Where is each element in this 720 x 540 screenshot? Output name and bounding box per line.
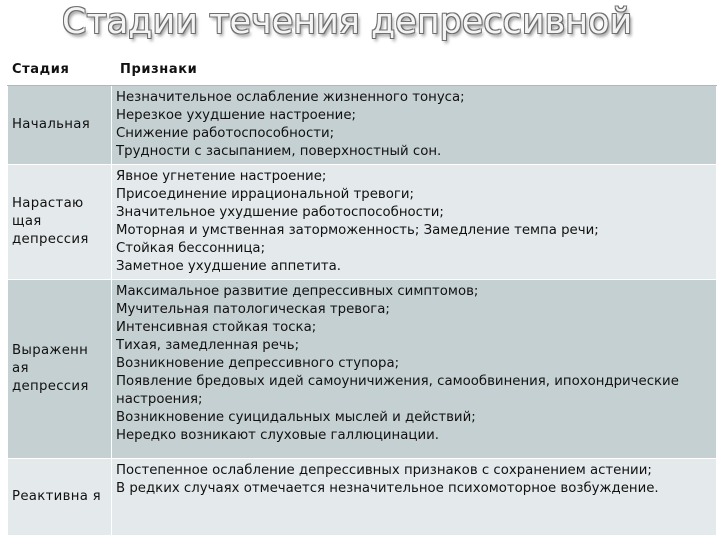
sign-item: Заметное ухудшение аппетита. [116, 259, 341, 274]
stage-cell [8, 165, 112, 280]
sign-item: Стойкая бессонница; [116, 241, 266, 256]
sign-item: Незначительное ослабление жизненного тонуса; [116, 90, 465, 105]
table-row [8, 459, 717, 536]
column-header-stage: Стадия [8, 55, 112, 86]
stage-label: Начальная [12, 117, 91, 132]
sign-item: Постепенное ослабление депрессивных признаков с сохранением астении; [116, 463, 652, 478]
sign-item: В редких случаях отмечается незначительное психомоторное возбуждение. [116, 481, 659, 496]
table-header-row [8, 55, 717, 86]
signs-cell [112, 86, 717, 165]
sign-item: Мучительная патологическая тревога; [116, 302, 390, 317]
sign-item: Значительное ухудшение работоспособности; [116, 205, 444, 220]
sign-item: Явное угнетение настроение; [116, 169, 327, 184]
sign-item: Появление бредовых идей самоуничижения, самообвинения, ипохондрические настроения; [116, 374, 679, 407]
table-row [8, 165, 717, 280]
signs-cell [112, 280, 717, 459]
signs-cell [112, 459, 717, 536]
sign-item: Тихая, замедленная речь; [116, 338, 300, 353]
stage-label: Выраженн ая депрессия [12, 343, 89, 394]
sign-item: Снижение работоспособности; [116, 126, 335, 141]
slide-title: Стадии течения депрессивной [62, 2, 633, 42]
stages-table [7, 54, 717, 536]
stage-label: Реактивна я [12, 489, 101, 504]
sign-item: Трудности с засыпанием, поверхностный сон. [116, 144, 442, 159]
sign-item: Нередко возникают слуховые галлюцинации. [116, 428, 439, 443]
table-row [8, 86, 717, 165]
table-row [8, 280, 717, 459]
stage-label: Нарастаю щая депрессия [12, 196, 89, 247]
sign-item: Возникновение депрессивного ступора; [116, 356, 400, 371]
signs-cell [112, 165, 717, 280]
stage-cell [8, 280, 112, 459]
column-header-signs: Признаки [112, 55, 717, 86]
sign-item: Моторная и умственная заторможенность; Замедление темпа речи; [116, 223, 599, 238]
sign-item: Нерезкое ухудшение настроение; [116, 108, 356, 123]
sign-item: Присоединение иррациональной тревоги; [116, 187, 414, 202]
sign-item: Интенсивная стойкая тоска; [116, 320, 317, 335]
stage-cell [8, 459, 112, 536]
sign-item: Возникновение суицидальных мыслей и действий; [116, 410, 476, 425]
sign-item: Максимальное развитие депрессивных симптомов; [116, 284, 479, 299]
stage-cell [8, 86, 112, 165]
